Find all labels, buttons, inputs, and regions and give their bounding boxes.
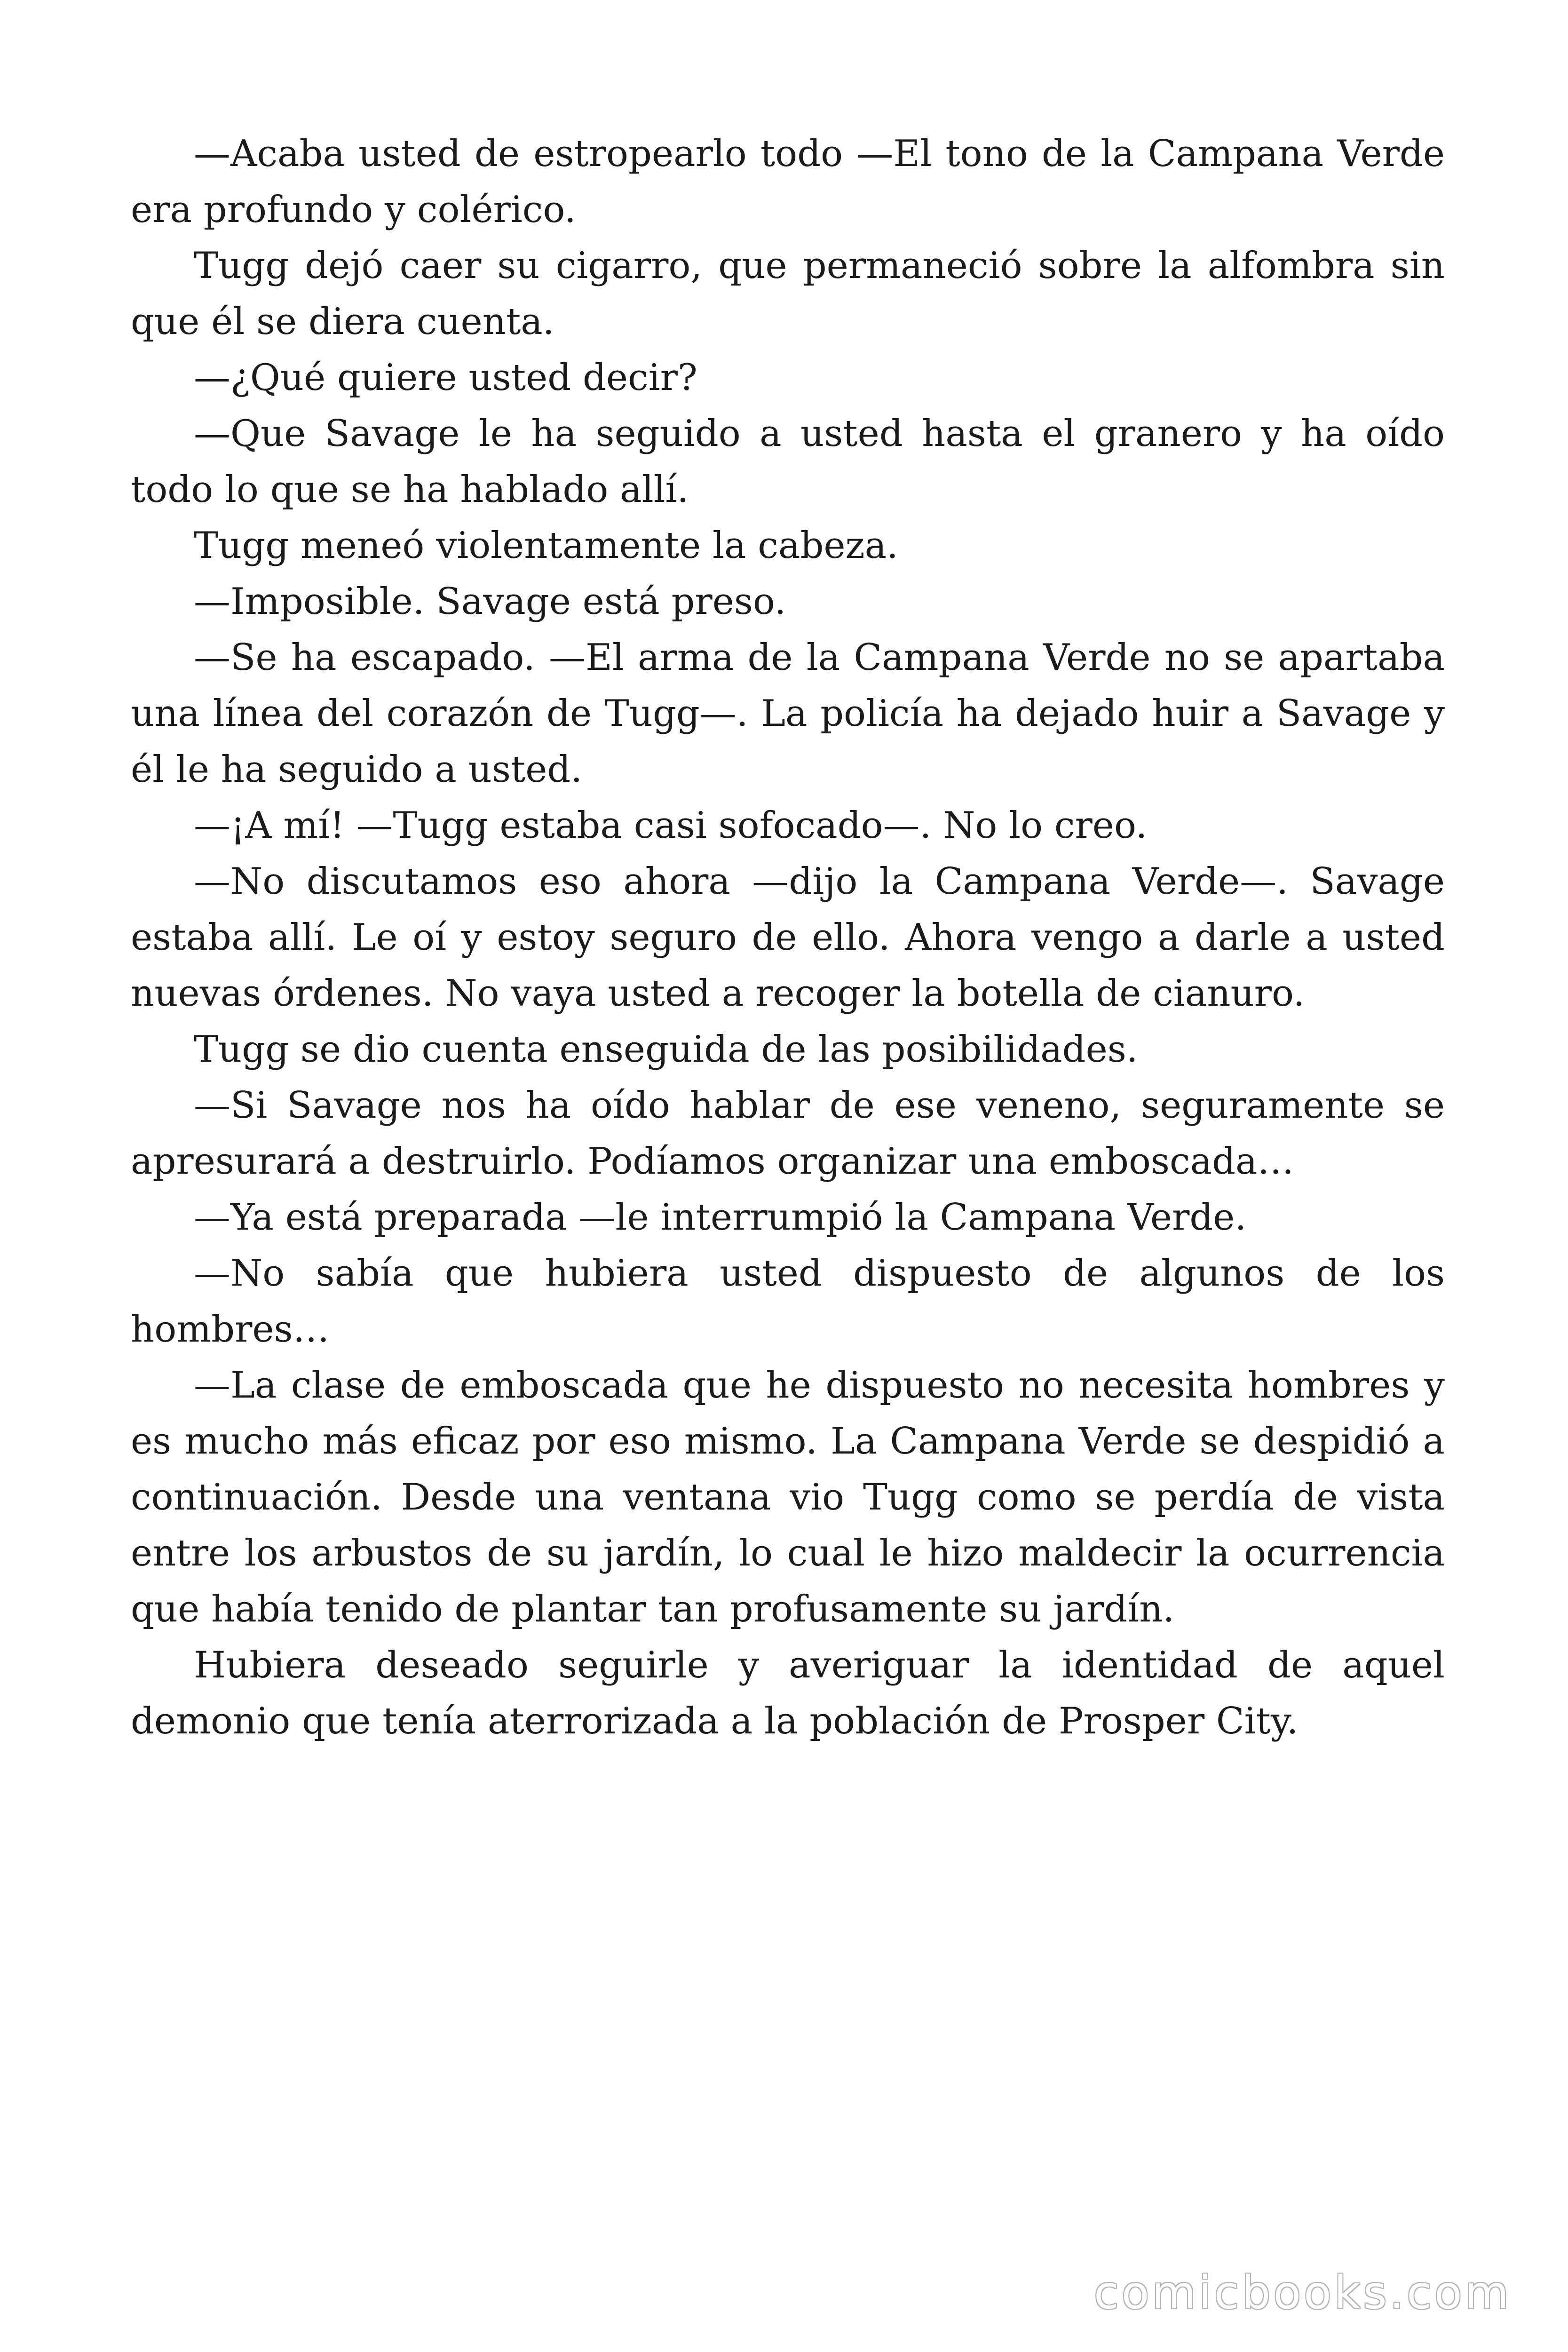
paragraph: Tugg dejó caer su cigarro, que permaneció sobre la alfombra sin que él se diera cuenta.	[131, 245, 1445, 343]
body-text	[131, 126, 1445, 1749]
paragraph: Hubiera deseado seguirle y averiguar la identidad de aquel demonio que tenía aterrorizada a la población de Prosper City.	[131, 1644, 1445, 1742]
paragraph: —La clase de emboscada que he dispuesto no necesita hombres y es mucho más eficaz por eso mismo. La Campana Verde se despidió a continuación. Desde una ventana vio Tugg como se perdía de vista entre los arbustos de su jardín, lo cual le hizo maldecir la ocurrencia que había tenido de plantar tan profusamente su jardín.	[131, 1364, 1445, 1630]
paragraph: —Si Savage nos ha oído hablar de ese veneno, seguramente se apresurará a destruirlo. Podíamos organizar una emboscada…	[131, 1084, 1445, 1183]
paragraph: —Ya está preparada —le interrumpió la Campana Verde.	[194, 1196, 1247, 1239]
paragraph: —Se ha escapado. —El arma de la Campana Verde no se apartaba una línea del corazón de Tugg—. La policía ha dejado huir a Savage y él le ha seguido a usted.	[131, 636, 1445, 791]
paragraph: —Imposible. Savage está preso.	[194, 580, 786, 623]
paragraph: Tugg meneó violentamente la cabeza.	[194, 524, 898, 567]
paragraph: —No sabía que hubiera usted dispuesto de algunos de los hombres…	[131, 1252, 1445, 1351]
paragraph: —Acaba usted de estropearlo todo —El tono de la Campana Verde era profundo y colérico.	[131, 133, 1445, 231]
watermark: comicbooks.com	[1093, 2266, 1512, 2319]
paragraph: —No discutamos eso ahora —dijo la Campana Verde—. Savage estaba allí. Le oí y estoy seguro de ello. Ahora vengo a darle a usted nuevas órdenes. No vaya usted a recoger la botella de cianuro.	[131, 860, 1445, 1015]
paragraph: Tugg se dio cuenta enseguida de las posibilidades.	[194, 1028, 1138, 1071]
paragraph: —¡A mí! —Tugg estaba casi sofocado—. No lo creo.	[194, 804, 1148, 847]
paragraph: —¿Qué quiere usted decir?	[194, 357, 697, 399]
paragraph: —Que Savage le ha seguido a usted hasta el granero y ha oído todo lo que se ha hablado allí.	[131, 413, 1445, 511]
